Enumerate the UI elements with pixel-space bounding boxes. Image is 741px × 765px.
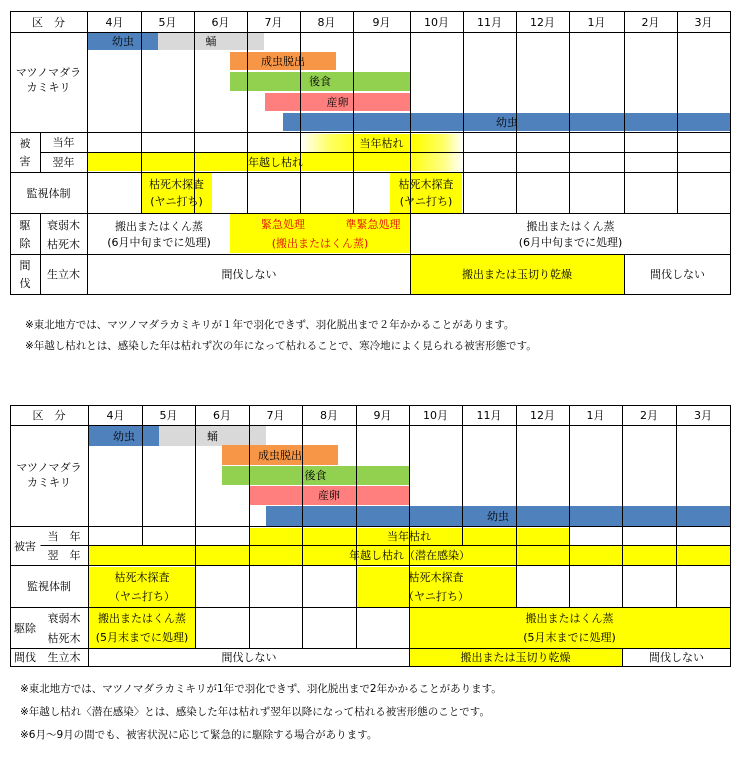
removal-label: 駆 除 <box>19 218 31 250</box>
month-header: 9月 <box>373 409 392 422</box>
month-header: 9月 <box>372 15 391 29</box>
note-2-3: ※6月～9月の間でも、被害状況に応じて緊急的に駆除する場合があります。 <box>20 729 378 741</box>
no-thinning-text: 間伐しない <box>221 268 277 281</box>
month-header: 11月 <box>477 15 502 29</box>
standing-tree-label: 生立木 <box>47 268 80 281</box>
next-year-label: 翌 年 <box>47 549 81 562</box>
dead-tree-label: 枯死木 <box>47 631 81 645</box>
larva-label-2: 幼虫 <box>487 509 509 523</box>
month-header: 6月 <box>213 409 231 422</box>
standing-tree-label: 生立木 <box>47 651 81 664</box>
survey-sub-2: (ヤニ打ち) <box>399 195 453 208</box>
thinning-bar-label: 搬出または玉切り乾燥 <box>460 651 571 664</box>
thinning-label: 間 伐 <box>19 259 31 290</box>
month-header: 3月 <box>694 409 712 422</box>
this-year-label: 当 年 <box>47 529 81 543</box>
category-header: 区 分 <box>32 15 65 29</box>
month-header: 7月 <box>264 15 283 29</box>
next-year-wilt-label: 年越し枯れ <box>248 155 303 169</box>
laying-label: 産卵 <box>318 489 340 502</box>
no-thinning-text-2: 間伐しない <box>650 268 705 281</box>
beetle-label: マツノマダラ カミキリ <box>16 461 82 489</box>
survey-sub: （ヤニ打ち） <box>109 590 175 603</box>
table-2-grid <box>0 405 741 670</box>
removal-label: 駆除 <box>14 621 36 635</box>
survey-title-2: 枯死木探査 <box>408 571 464 584</box>
damage-label: 被害 <box>14 539 36 553</box>
month-header: 10月 <box>423 409 448 422</box>
removal-right-line2: (5月末までに処理) <box>523 631 616 644</box>
next-year-label: 翌年 <box>52 156 75 169</box>
no-thinning-text-2: 間伐しない <box>649 651 704 664</box>
schedule-table-2 <box>0 405 741 670</box>
removal-right-line1: 搬出またはくん蒸 <box>525 612 614 625</box>
pupa-label: 蛹 <box>205 35 217 48</box>
month-header: 8月 <box>317 15 336 29</box>
removal-left-text: 搬出またはくん蒸 (6月中旬までに処理) <box>107 219 211 249</box>
schedule-table-1 <box>0 0 741 300</box>
thinning-label: 間伐 <box>14 651 36 664</box>
month-header: 3月 <box>694 15 713 29</box>
month-header: 8月 <box>320 409 338 422</box>
month-header: 6月 <box>211 15 230 29</box>
month-header: 5月 <box>159 409 178 422</box>
larva-label: 幼虫 <box>113 429 135 443</box>
emergence-label: 成虫脱出 <box>261 54 305 68</box>
removal-left-line2: (5月末までに処理) <box>95 631 189 644</box>
month-header: 2月 <box>640 409 658 422</box>
laying-label: 産卵 <box>326 95 349 109</box>
monitoring-label: 監視体制 <box>26 186 71 200</box>
thinning-bar-label: 搬出または玉切り乾燥 <box>462 268 572 281</box>
month-header: 11月 <box>476 409 502 422</box>
semi-emergency-label: 準緊急処理 <box>345 217 401 231</box>
no-thinning-text: 間伐しない <box>221 651 277 664</box>
damage-label: 被 害 <box>19 137 31 168</box>
emergence-label: 成虫脱出 <box>258 448 302 462</box>
this-year-wilt-label: 当年枯れ <box>359 136 404 150</box>
month-header: 2月 <box>641 15 660 29</box>
month-header: 4月 <box>106 409 125 422</box>
month-header: 7月 <box>266 409 285 422</box>
month-header: 12月 <box>530 409 555 422</box>
month-header: 4月 <box>105 15 124 29</box>
feeding-label: 後食 <box>304 469 327 482</box>
this-year-wilt-label: 当年枯れ <box>387 530 431 543</box>
survey-sub-2: （ヤニ打ち） <box>403 590 469 603</box>
larva-label: 幼虫 <box>112 35 134 48</box>
note-2-1: ※東北地方では、マツノマダラカミキリが1年で羽化できず、羽化脱出まで2年かかることがあります。 <box>20 683 502 695</box>
note-1-2: ※年越し枯れとは、感染した年は枯れず次の年になって枯れることで、寒冷地によく見られる被害形態です。 <box>25 340 537 352</box>
survey-sub: (ヤニ打ち) <box>150 195 203 208</box>
dead-tree-label: 枯死木 <box>47 237 80 251</box>
emergency-label: 緊急処理 <box>261 217 305 231</box>
next-year-wilt-label: 年越し枯れ（潜在感染） <box>349 549 470 562</box>
removal-right-text: 搬出またはくん蒸 (6月中旬までに処理) <box>518 219 623 249</box>
weak-tree-label: 衰弱木 <box>47 218 80 232</box>
month-header: 12月 <box>530 15 555 29</box>
note-1-1: ※東北地方では、マツノマダラカミキリが１年で羽化できず、羽化脱出まで２年かかることがあります。 <box>25 319 515 331</box>
note-2-2: ※年越し枯れ〈潜在感染〉とは、感染した年は枯れず翌年以降になって枯れる被害形態のことです。 <box>20 706 490 718</box>
pupa-label: 蛹 <box>207 429 218 443</box>
month-header: 10月 <box>424 15 449 29</box>
survey-title: 枯死木探査 <box>149 178 204 191</box>
month-header: 1月 <box>586 409 605 422</box>
removal-left-line1: 搬出またはくん蒸 <box>98 612 186 625</box>
beetle-label: マツノマダラ カミキリ <box>15 66 82 94</box>
category-header: 区 分 <box>32 409 66 422</box>
month-header: 1月 <box>587 15 606 29</box>
survey-title: 枯死木探査 <box>114 571 170 584</box>
emergency-sub-label: (搬出またはくん蒸) <box>271 236 369 250</box>
this-year-label: 当年 <box>52 136 75 149</box>
survey-title-2: 枯死木探査 <box>398 178 454 191</box>
monitoring-label: 監視体制 <box>27 580 71 593</box>
weak-tree-label: 衰弱木 <box>47 611 81 625</box>
feeding-label: 後食 <box>309 75 331 88</box>
larva-label-2: 幼虫 <box>496 115 518 129</box>
month-header: 5月 <box>158 15 177 29</box>
